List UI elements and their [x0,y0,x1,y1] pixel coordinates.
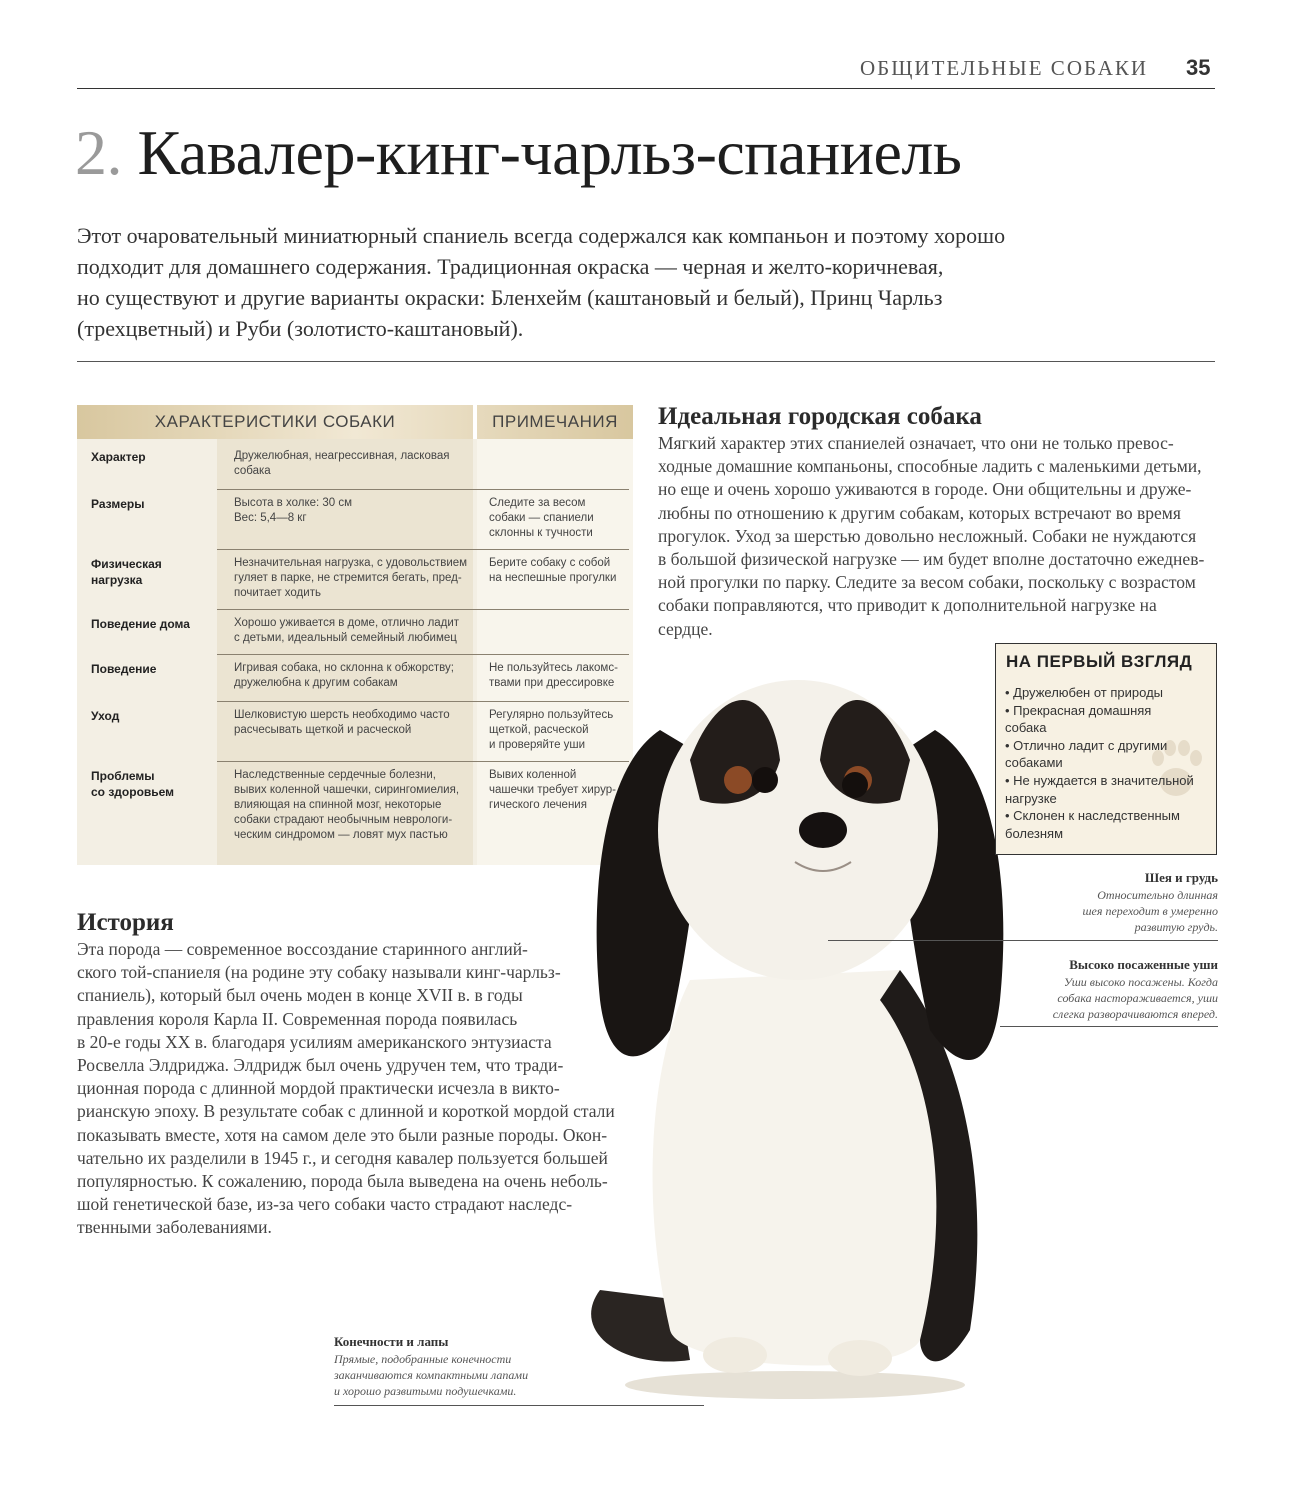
row-description-line: собаки страдают необычным неврологи- [234,814,453,826]
row-label [91,661,211,677]
page-number: 35 [1186,55,1211,80]
row-note-line: щеткой, расческой [489,724,589,736]
table-header-notes: ПРИМЕЧАНИЯ [492,412,618,431]
glance-item: • Не нуждается в значительной [1005,772,1194,788]
dog-left-eye [752,767,778,793]
row-description-line: с детьми, идеальный семейный любимец [234,632,457,644]
city-line: собаки поправляются, что приводит к дополнительной нагрузке на [658,595,1157,616]
row-divider [217,609,629,610]
history-paragraph [77,938,615,1240]
city-line: но еще и очень хорошо уживаются в городе. Они общительны и друже- [658,479,1192,500]
neck-callout-text [1082,887,1218,935]
city-line: прогулок. Уход за шерстью довольно несложный. Собаки не нуждаются [658,525,1197,546]
glance-title: НА ПЕРВЫЙ ВЗГЛЯД [1006,652,1193,671]
neck-callout-line [828,940,1218,941]
row-note-line: Не пользуйтесь лакомс- [489,662,618,674]
dog-nose [799,812,847,848]
row-note-line: и проверяйте уши [489,739,586,751]
row-note-line: собаки — спаниели [489,512,594,524]
row-description-line: Незначительная нагрузка, с удовольствием [234,557,468,569]
dog-head [658,680,938,980]
row-label [91,556,211,588]
history-line: ционная порода с длинной мордой практически исчезла в викто- [77,1078,560,1099]
legs-callout-line [334,1405,704,1406]
row-description-line: собака [234,465,271,477]
row-note-line: склонны к тучности [489,527,593,539]
city-line: ной прогулки по парку. Следите за весом собаки, поскольку с возрастом [658,572,1196,593]
row-label-line: Проблемы [91,769,155,783]
row-label-line: Физическая [91,557,162,571]
history-line: чательно их разделили в 1945 г., и сегодня кавалер пользуется большей [77,1147,608,1168]
row-label [91,616,211,632]
dog-shadow [625,1371,965,1399]
ears-callout-line [1000,1026,1218,1027]
city-line: сердце. [658,618,713,639]
row-description [234,661,470,691]
dog-right-eye [842,772,868,798]
callout-line: слегка разворачиваются вперед. [1052,1007,1218,1021]
row-description-line: расчесывать щеткой и расческой [234,724,412,736]
header-rule [77,88,1215,89]
row-note [489,556,629,586]
at-a-glance-box [995,643,1217,855]
glance-list [1005,684,1210,842]
callout-line: Относительно длинная [1097,888,1218,902]
city-line: в большой физической нагрузке — им будет вполне достаточно ежеднев- [658,549,1205,570]
callout-line: заканчиваются компактными лапами [334,1368,529,1382]
intro-line: подходит для домашнего содержания. Традиционная окраска — черная и желто-коричневая, [77,254,944,279]
legs-callout-text [334,1351,528,1399]
glance-item: собаками [1005,755,1063,771]
row-description [234,556,470,601]
history-line: Эта порода — современное воссоздание старинного англий- [77,939,528,959]
intro-paragraph [77,220,1077,344]
history-line: показывать вместе, хотя на самом деле это были разные породы. Окон- [77,1124,608,1145]
callout-line: собака настораживается, уши [1057,991,1218,1005]
history-line: правления короля Карла II. Современная порода появилась [77,1008,518,1029]
row-divider [217,549,629,550]
row-description [234,616,470,646]
row-description [234,496,470,526]
row-description [234,708,470,738]
glance-item: собака [1005,720,1047,736]
row-label-line: со здоровьем [91,785,175,799]
history-heading: История [77,909,174,936]
row-note-line: Следите за весом [489,497,586,509]
dog-left-paw [703,1337,767,1373]
row-note [489,496,629,541]
page-title [75,116,961,190]
row-label-line: Поведение [91,662,157,676]
glance-item: • Прекрасная домашняя [1005,702,1152,718]
glance-item: • Отлично ладит с другими [1005,737,1168,753]
row-description-line: Дружелюбная, неагрессивная, ласковая [234,450,450,462]
row-description-line: вывих коленной чашечки, сирингомиелия, [234,784,460,796]
row-description-line: Игривая собака, но склонна к обжорству; [234,662,454,674]
history-line: в 20-е годы XX в. благодаря усилиям американского энтузиаста [77,1031,552,1052]
row-description [234,768,470,843]
row-description [234,449,470,479]
row-note-line: твами при дрессировке [489,677,615,689]
history-line: спаниель), который был очень моден в конце XVII в. в годы [77,985,523,1006]
row-description-line: влияющая на спинной мозг, некоторые [234,799,442,811]
table-header-characteristics: ХАРАКТЕРИСТИКИ СОБАКИ [154,412,396,431]
intro-line: но существуют и другие варианты окраски: Бленхейм (каштановый и белый), Принц Чарльз [77,285,943,310]
history-line: рианскую эпоху. В результате собак с длинной и короткой мордой стали [77,1101,615,1122]
row-label-line: Размеры [91,497,145,511]
legs-callout-title: Конечности и лапы [334,1334,449,1349]
intro-line: (трехцветный) и Руби (золотисто-каштановый). [77,316,524,341]
dog-left-tan [724,766,752,794]
row-note-line: чашечки требует хирур- [489,784,616,796]
row-label [91,708,211,724]
row-label-line: нагрузка [91,573,143,587]
neck-callout-title: Шея и грудь [1144,870,1218,885]
row-description-line: гуляет в парке, не стремится бегать, пред- [234,572,462,584]
row-description-line: почитает ходить [234,587,321,599]
row-label-line: Уход [91,709,120,723]
row-description-line: Хорошо уживается в доме, отлично ладит [234,617,460,629]
city-line: любны по отношению к другим собакам, которых встречают во время [658,502,1181,523]
city-heading: Идеальная городская собака [658,403,982,430]
callout-line: и хорошо развитыми подушечками. [334,1384,517,1398]
row-note-line: гического лечения [489,799,587,811]
row-description-line: ческим синдромом — ловят мух пастью [234,829,448,841]
callout-line: развитую грудь. [1134,920,1218,934]
row-description-line: Вес: 5,4—8 кг [234,512,307,524]
row-note-line: Вывих коленной [489,769,577,781]
row-label [91,449,211,465]
row-note-line: на неспешные прогулки [489,572,617,584]
callout-line: Уши высоко посажены. Когда [1063,975,1218,989]
row-label-line: Характер [91,450,146,464]
city-line: Мягкий характер этих спаниелей означает, что они не только превос- [658,433,1174,453]
row-description-line: дружелюбна к другим собакам [234,677,398,689]
intro-rule [77,361,1215,362]
history-line: Росвелла Элдриджа. Элдридж был очень удручен тем, что тради- [77,1055,564,1076]
ears-callout-title: Высоко посаженные уши [1069,957,1218,972]
row-description-line: Шелковистую шерсть необходимо часто [234,709,450,721]
ears-callout-text [1053,974,1218,1022]
row-description-line: Наследственные сердечные болезни, [234,769,436,781]
row-label-line: Поведение дома [91,617,190,631]
dog-right-paw [828,1340,892,1376]
row-note-line: Регулярно пользуйтесь [489,709,614,721]
row-divider [217,489,629,490]
glance-item: нагрузке [1005,790,1057,806]
history-line: твенными заболеваниями. [77,1217,272,1238]
history-line: шой генетической базе, из-за чего собаки часто страдают наследс- [77,1194,573,1215]
callout-line: Прямые, подобранные конечности [334,1352,512,1366]
row-label [91,496,211,512]
city-line: ходные домашние компаньоны, способные ладить с маленькими детьми, [658,456,1202,477]
title-text: Кавалер-кинг-чарльз-спаниель [137,117,962,188]
glance-item: болезням [1005,825,1064,841]
callout-line: шея переходит в умеренно [1082,904,1218,918]
row-note-line: Берите собаку с собой [489,557,611,569]
row-label [91,768,211,800]
history-line: популярностью. К сожалению, порода была выведена на очень неболь- [77,1171,608,1192]
glance-item: • Склонен к наследственным [1005,808,1180,824]
row-description-line: Высота в холке: 30 см [234,497,353,509]
history-line: ского той-спаниеля (на родине эту собаку называли кинг-чарльз- [77,962,561,983]
intro-line: Этот очаровательный миниатюрный спаниель всегда содержался как компаньон и поэтому хорошо [77,223,1006,248]
glance-item: • Дружелюбен от природы [1005,685,1163,700]
running-head: ОБЩИТЕЛЬНЫЕ СОБАКИ [860,56,1149,80]
title-number: 2. [75,117,122,188]
city-paragraph [658,432,1204,641]
